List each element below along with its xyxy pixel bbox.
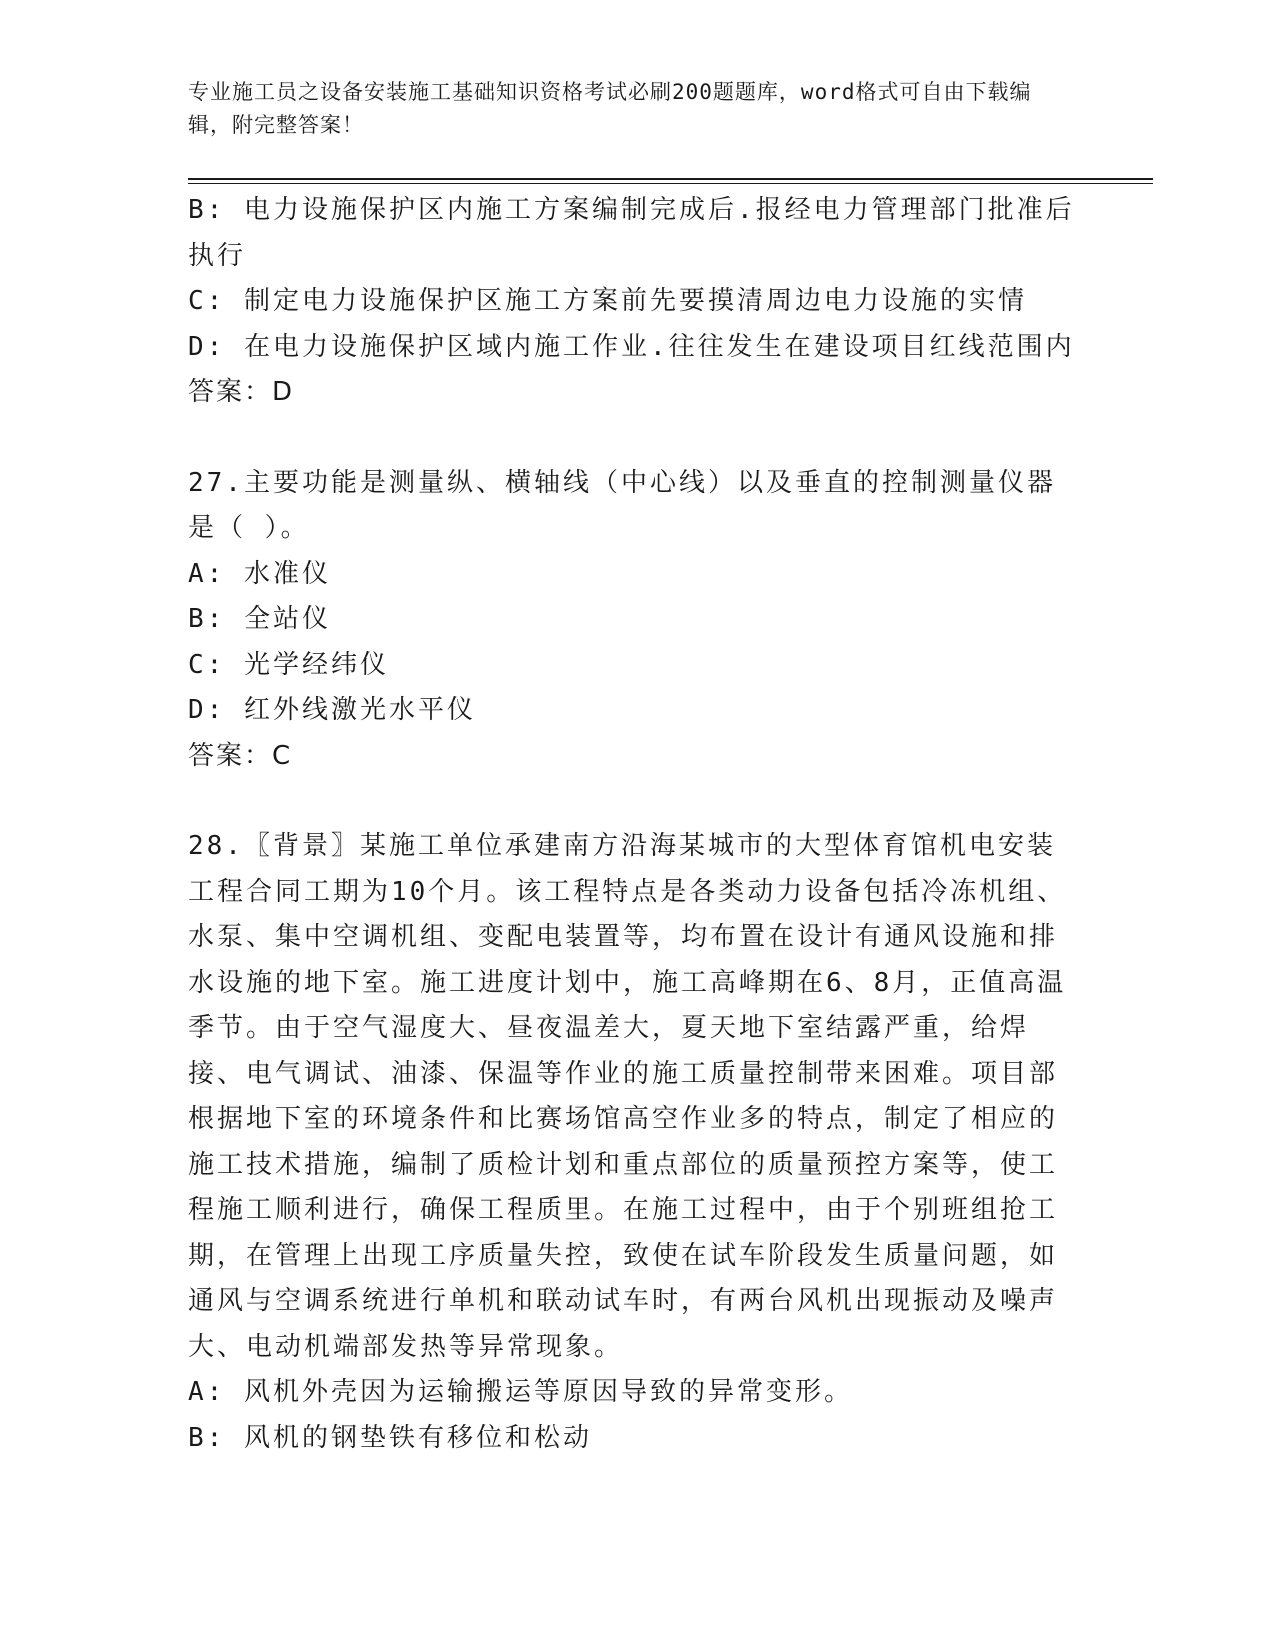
question-stem: 28.〖背景〗某施工单位承建南方沿海某城市的大型体育馆机电安装工程合同工期为10个月。该工程特点是各类动力设备包括冷冻机组、水泵、集中空调机组、变配电装置等，均布置在设计有通风设施和排水设施的地下室。施工进度计划中，施工高峰期在6、8月，正值高温季节。由于空气湿度大、昼夜温差大，夏天地下室结露严重，给焊接、电气调试、油漆、保温等作业的施工质量控制带来困难。项目部根据地下室的环境条件和比赛场馆高空作业多的特点，制定了相应的施工技术措施，编制了质检计划和重点部位的质量预控方案等，使工程施工顺利进行，确保工程质里。在施工过程中，由于个别班组抢工期，在管理上出现工序质量失控，致使在试车阶段发生质量问题，如通风与空调系统进行单机和联动试车时，有两台风机出现振动及噪声大、电动机端部发热等异常现象。 xyxy=(188,831,1067,1362)
page-header: 专业施工员之设备安装施工基础知识资格考试必刷200题题库，word格式可自由下载编辑，附完整答案！ xyxy=(188,80,1032,137)
option-a: A: 水准仪 xyxy=(188,558,331,589)
question-block-26 xyxy=(188,188,1078,416)
option-a: A: 风机外壳因为运输搬运等原因导致的异常变形。 xyxy=(188,1377,853,1407)
option-c: C: 光学经纬仪 xyxy=(188,649,389,680)
spacer xyxy=(188,779,1078,824)
answer-line: 答案：D xyxy=(188,377,295,407)
question-content xyxy=(188,188,1078,1461)
option-c: C: 制定电力设施保护区施工方案前先要摸清周边电力设施的实情 xyxy=(188,286,1027,316)
option-b: B: 电力设施保护区内施工方案编制完成后.报经电力管理部门批准后执行 xyxy=(188,195,1075,271)
option-d: D: 红外线激光水平仪 xyxy=(188,695,476,725)
answer-line: 答案：C xyxy=(188,740,293,771)
spacer xyxy=(188,416,1078,461)
option-d: D: 在电力设施保护区域内施工作业.往往发生在建设项目红线范围内 xyxy=(188,331,1075,362)
question-stem: 27.主要功能是测量纵、横轴线（中心线）以及垂直的控制测量仪器是（ ）。 xyxy=(188,467,1056,543)
option-b: B: 全站仪 xyxy=(188,604,331,634)
question-block-27 xyxy=(188,461,1078,780)
question-block-28 xyxy=(188,824,1078,1461)
header-divider xyxy=(188,178,1153,184)
option-b: B: 风机的钢垫铁有移位和松动 xyxy=(188,1422,592,1453)
